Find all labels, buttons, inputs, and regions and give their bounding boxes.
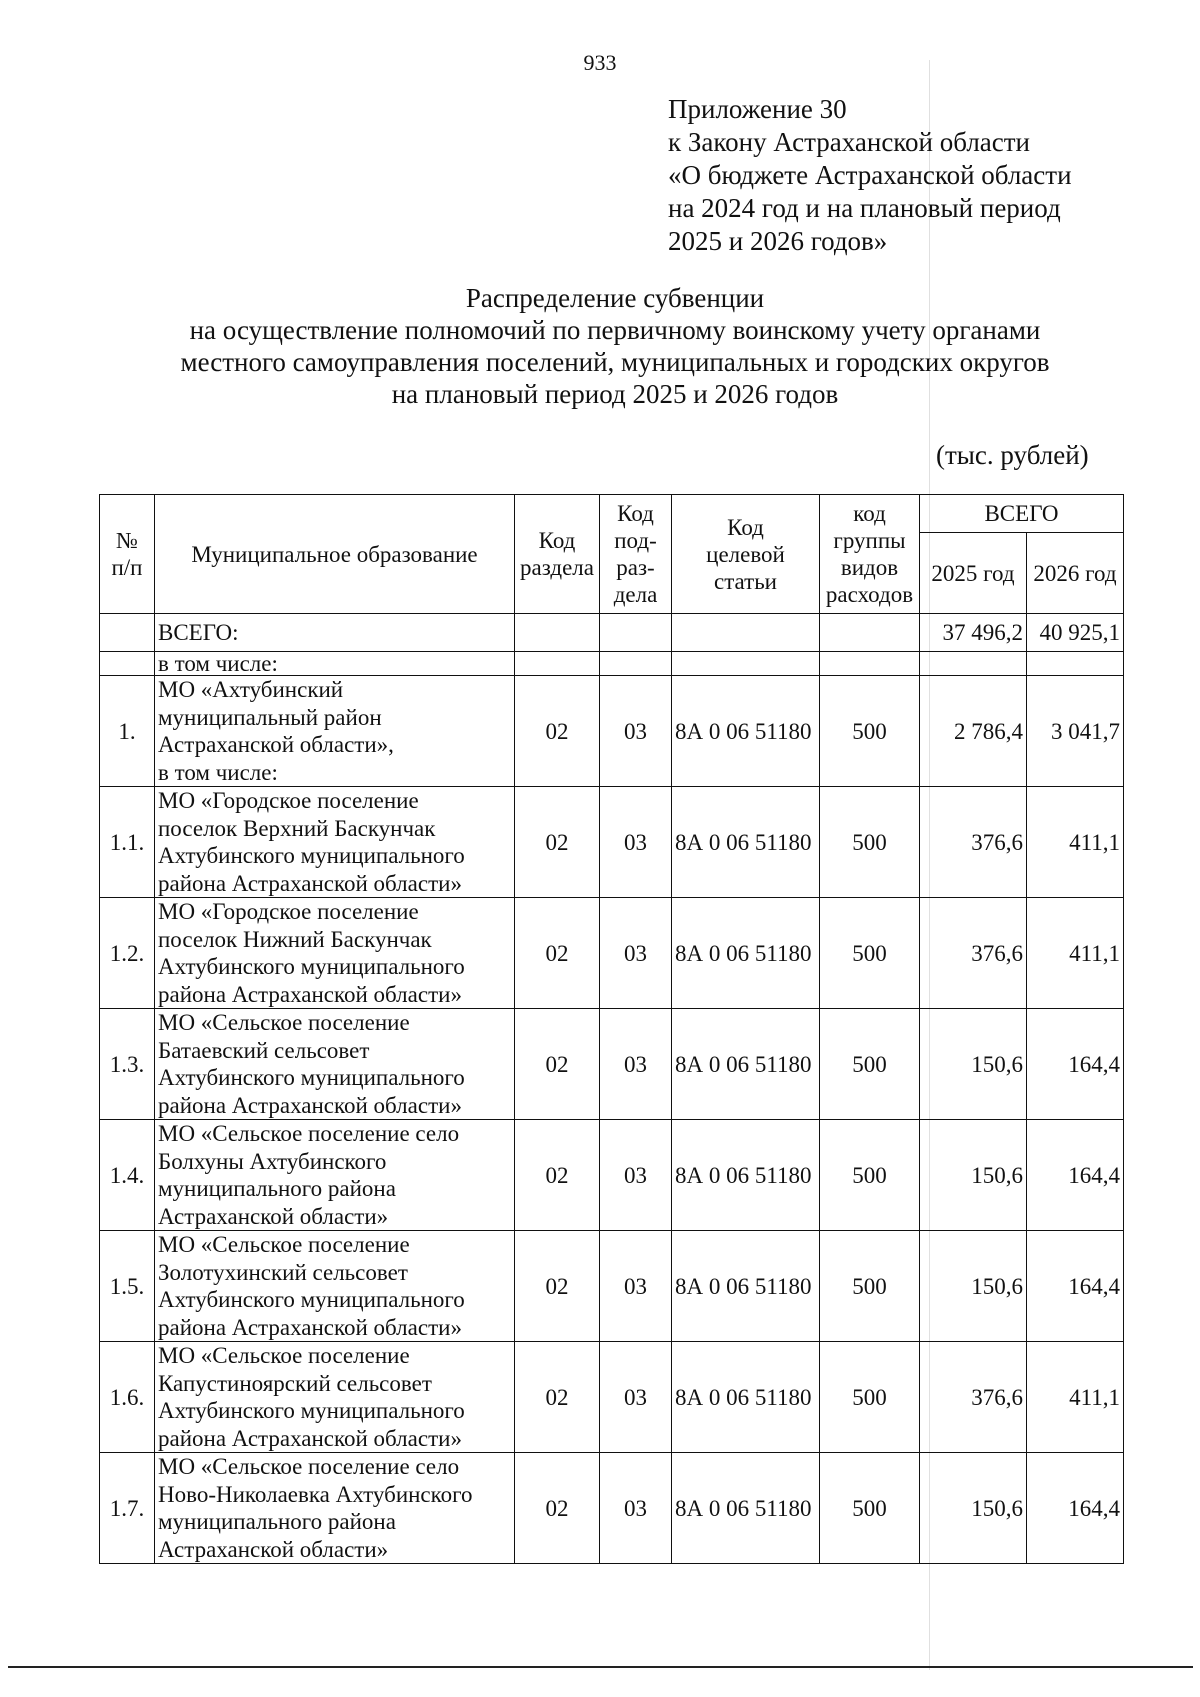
- row-expense-group: 500: [820, 1009, 920, 1120]
- table-row: [100, 898, 1124, 1009]
- header-num: № п/п: [100, 495, 155, 614]
- row-2026: 3 041,7: [1027, 676, 1124, 787]
- row-target: 8А 0 06 51180: [672, 1120, 820, 1231]
- row-name: МО «Городское поселение поселок Нижний Баскунчак Ахтубинского муниципального района Астраханской области»: [155, 898, 515, 1009]
- row-2026: 411,1: [1027, 1342, 1124, 1453]
- row-num: 1.3.: [100, 1009, 155, 1120]
- table-row: [100, 1009, 1124, 1120]
- row-target: 8А 0 06 51180: [672, 1009, 820, 1120]
- row-name: МО «Сельское поселение село Болхуны Ахтубинского муниципального района Астраханской области»: [155, 1120, 515, 1231]
- table-row: [100, 1231, 1124, 1342]
- row-subsection: 03: [600, 1342, 672, 1453]
- table-row: [100, 1453, 1124, 1564]
- row-name: МО «Сельское поселение Батаевский сельсовет Ахтубинского муниципального района Астраханской области»: [155, 1009, 515, 1120]
- row-expense-group: 500: [820, 1342, 920, 1453]
- row-name: МО «Городское поселение поселок Верхний Баскунчак Ахтубинского муниципального района Астраханской области»: [155, 787, 515, 898]
- row-2026: 164,4: [1027, 1120, 1124, 1231]
- row-subsection: 03: [600, 1009, 672, 1120]
- row-name: МО «Сельское поселение село Ново-Николаевка Ахтубинского муниципального района Астраханской области»: [155, 1453, 515, 1564]
- header-subsection: Код под- раз- дела: [600, 495, 672, 614]
- row-2025: 376,6: [920, 1342, 1027, 1453]
- including-row: [100, 652, 1124, 676]
- row-subsection: 03: [600, 898, 672, 1009]
- row-section: 02: [515, 898, 600, 1009]
- row-num: 1.1.: [100, 787, 155, 898]
- title-line: на осуществление полномочий по первичному воинскому учету органами: [189, 315, 1041, 345]
- row-expense-group: 500: [820, 1453, 920, 1564]
- row-target: 8А 0 06 51180: [672, 787, 820, 898]
- table-row: [100, 1342, 1124, 1453]
- table-row: [100, 1120, 1124, 1231]
- row-target: 8А 0 06 51180: [672, 898, 820, 1009]
- row-name: МО «Сельское поселение Золотухинский сельсовет Ахтубинского муниципального района Астраханской области»: [155, 1231, 515, 1342]
- total-row: [100, 614, 1124, 652]
- row-num: 1.7.: [100, 1453, 155, 1564]
- header-total: ВСЕГО: [920, 495, 1124, 533]
- row-subsection: 03: [600, 1453, 672, 1564]
- row-name: МО «Ахтубинский муниципальный район Астраханской области», в том числе:: [155, 676, 515, 787]
- row-expense-group: 500: [820, 1231, 920, 1342]
- title-line: Распределение субвенции: [465, 283, 765, 313]
- document-title: [0, 282, 1200, 410]
- row-section: 02: [515, 1342, 600, 1453]
- row-expense-group: 500: [820, 676, 920, 787]
- row-2025: 376,6: [920, 898, 1027, 1009]
- row-target: 8А 0 06 51180: [672, 1453, 820, 1564]
- row-2026: 411,1: [1027, 898, 1124, 1009]
- title-line: местного самоуправления поселений, муниципальных и городских округов: [180, 347, 1050, 377]
- including-label: в том числе:: [155, 652, 515, 676]
- row-section: 02: [515, 1009, 600, 1120]
- row-num: 1.2.: [100, 898, 155, 1009]
- row-name: МО «Сельское поселение Капустиноярский сельсовет Ахтубинского муниципального района Астраханской области»: [155, 1342, 515, 1453]
- total-label: ВСЕГО:: [155, 614, 515, 652]
- row-subsection: 03: [600, 1231, 672, 1342]
- appendix-line: Приложение 30: [668, 94, 847, 124]
- row-section: 02: [515, 787, 600, 898]
- row-num: 1.4.: [100, 1120, 155, 1231]
- row-num: 1.5.: [100, 1231, 155, 1342]
- appendix-line: 2025 и 2026 годов»: [668, 226, 888, 256]
- row-expense-group: 500: [820, 898, 920, 1009]
- header-2025: 2025 год: [920, 533, 1027, 614]
- table-row: [100, 676, 1124, 787]
- table-row: [100, 787, 1124, 898]
- row-2025: 150,6: [920, 1453, 1027, 1564]
- header-expense-group: код группы видов расходов: [820, 495, 920, 614]
- row-target: 8А 0 06 51180: [672, 1231, 820, 1342]
- title-line: на плановый период 2025 и 2026 годов: [391, 379, 839, 409]
- row-2026: 164,4: [1027, 1009, 1124, 1120]
- row-2026: 164,4: [1027, 1453, 1124, 1564]
- row-2025: 2 786,4: [920, 676, 1027, 787]
- header-name: Муниципальное образование: [155, 495, 515, 614]
- row-section: 02: [515, 1453, 600, 1564]
- header-target: Код целевой статьи: [672, 495, 820, 614]
- total-2025: 37 496,2: [920, 614, 1027, 652]
- row-num: 1.: [100, 676, 155, 787]
- row-target: 8А 0 06 51180: [672, 676, 820, 787]
- row-2025: 376,6: [920, 787, 1027, 898]
- row-subsection: 03: [600, 676, 672, 787]
- row-num: 1.6.: [100, 1342, 155, 1453]
- row-2025: 150,6: [920, 1120, 1027, 1231]
- total-2026: 40 925,1: [1027, 614, 1124, 652]
- appendix-header: [668, 93, 1072, 258]
- row-section: 02: [515, 1120, 600, 1231]
- row-subsection: 03: [600, 787, 672, 898]
- row-section: 02: [515, 676, 600, 787]
- appendix-line: к Закону Астраханской области: [668, 127, 1031, 157]
- header-2026: 2026 год: [1027, 533, 1124, 614]
- appendix-line: на 2024 год и на плановый период: [668, 193, 1061, 223]
- row-2026: 411,1: [1027, 787, 1124, 898]
- row-target: 8А 0 06 51180: [672, 1342, 820, 1453]
- row-expense-group: 500: [820, 1120, 920, 1231]
- header-section: Код раздела: [515, 495, 600, 614]
- units-label: (тыс. рублей): [936, 440, 1089, 470]
- row-2025: 150,6: [920, 1231, 1027, 1342]
- row-subsection: 03: [600, 1120, 672, 1231]
- row-section: 02: [515, 1231, 600, 1342]
- page-number: 933: [583, 50, 617, 75]
- page-bottom-rule: [8, 1666, 1193, 1668]
- subvention-table: [99, 494, 1124, 1564]
- appendix-line: «О бюджете Астраханской области: [668, 160, 1072, 190]
- row-2026: 164,4: [1027, 1231, 1124, 1342]
- row-2025: 150,6: [920, 1009, 1027, 1120]
- row-expense-group: 500: [820, 787, 920, 898]
